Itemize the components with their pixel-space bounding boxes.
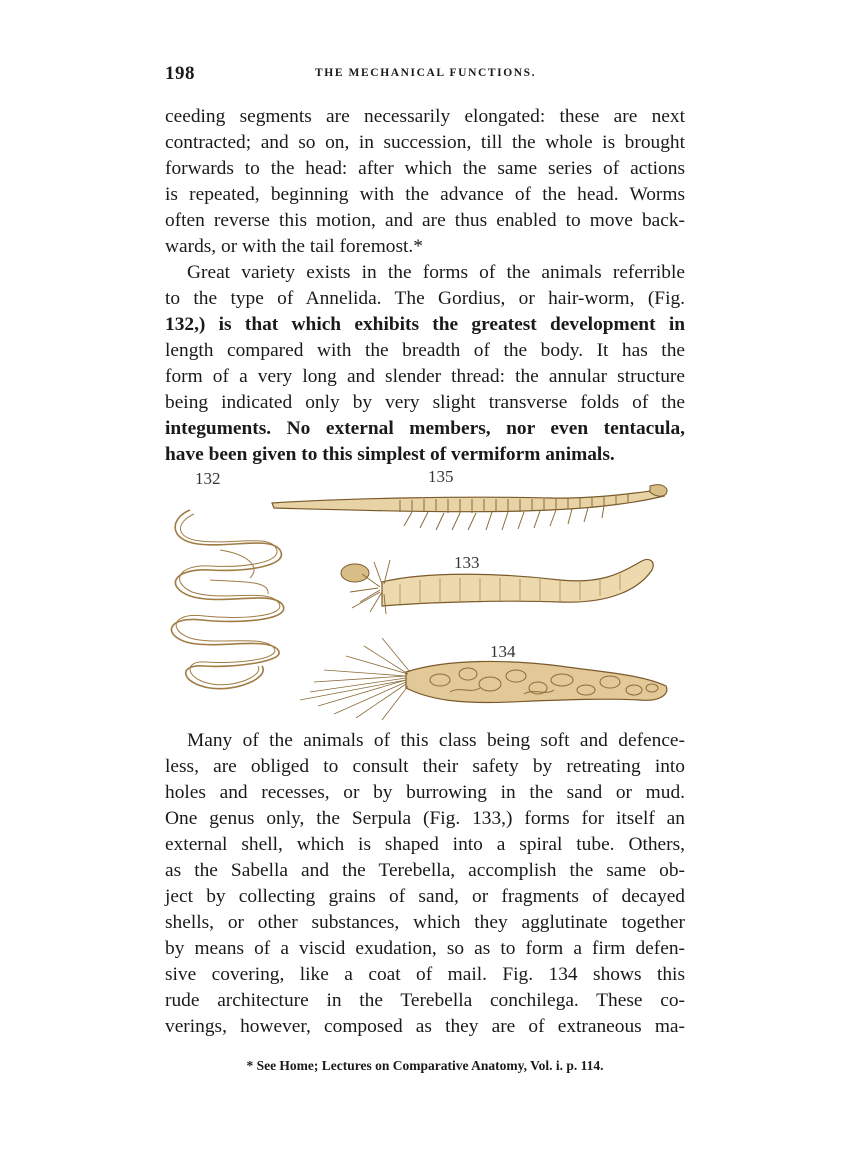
text-line: integuments. No external members, nor even tentacula, [165, 418, 685, 439]
text-line: forwards to the head: after which the same series of actions [165, 158, 685, 179]
text-line: being indicated only by very slight transverse folds of the [165, 392, 685, 413]
text-line: form of a very long and slender thread: the annular structure [165, 366, 685, 387]
text-line: by means of a viscid exudation, so as to form a firm defen- [165, 938, 685, 959]
text-line: external shell, which is shaped into a spiral tube. Others, [165, 834, 685, 855]
paragraph-continued [165, 104, 685, 260]
nereis-worm-illustration [272, 485, 667, 530]
text-line: as the Sabella and the Terebella, accomplish the same ob- [165, 860, 685, 881]
text-block-top [165, 104, 685, 468]
text-line: to the type of Annelida. The Gordius, or hair-worm, (Fig. [165, 288, 685, 309]
text-line: less, are obliged to consult their safety by retreating into [165, 756, 685, 777]
text-line: 132,) is that which exhibits the greatest development in [165, 314, 685, 335]
figure-label-132: 132 [195, 469, 221, 488]
text-line: ject by collecting grains of sand, or fragments of decayed [165, 886, 685, 907]
page-number: 198 [165, 63, 195, 84]
text-line: shells, or other substances, which they agglutinate together [165, 912, 685, 933]
paragraph-annelida [165, 260, 685, 468]
text-line: contracted; and so on, in succession, till the whole is brought [165, 132, 685, 153]
footnote: * See Home; Lectures on Comparative Anatomy, Vol. i. p. 114. [246, 1058, 604, 1073]
text-block-bottom [165, 728, 685, 1040]
text-line: have been given to this simplest of vermiform animals. [165, 444, 615, 465]
text-line: length compared with the breadth of the body. It has the [165, 340, 685, 361]
paragraph-habits [165, 728, 685, 1040]
text-line: is repeated, beginning with the advance of the head. Worms [165, 184, 685, 205]
text-line: sive covering, like a coat of mail. Fig. 134 shows this [165, 964, 685, 985]
text-line: ceeding segments are necessarily elongated: these are next [165, 106, 685, 127]
text-line: holes and recesses, or by burrowing in the sand or mud. [165, 782, 685, 803]
running-head: THE MECHANICAL FUNCTIONS. [315, 67, 537, 79]
text-line: Many of the animals of this class being soft and defence- [187, 730, 685, 751]
serpula-worm-illustration [341, 560, 653, 614]
text-line: Great variety exists in the forms of the animals referrible [187, 262, 685, 283]
worm-engravings [150, 462, 680, 724]
figure-label-135: 135 [428, 467, 454, 486]
text-line: One genus only, the Serpula (Fig. 133,) forms for itself an [165, 808, 685, 829]
text-line: rude architecture in the Terebella conchilega. These co- [165, 990, 685, 1011]
figure-label-134: 134 [490, 642, 516, 661]
engraving-figure [150, 462, 680, 724]
text-line: often reverse this motion, and are thus enabled to move back- [165, 210, 685, 231]
text-line: verings, however, composed as they are of extraneous ma- [165, 1016, 685, 1037]
gordius-hairworm-illustration [171, 510, 283, 689]
terebella-worm-illustration [300, 638, 667, 720]
page-header [165, 63, 685, 85]
text-line: wards, or with the tail foremost.* [165, 236, 423, 257]
figure-label-133: 133 [454, 553, 480, 572]
